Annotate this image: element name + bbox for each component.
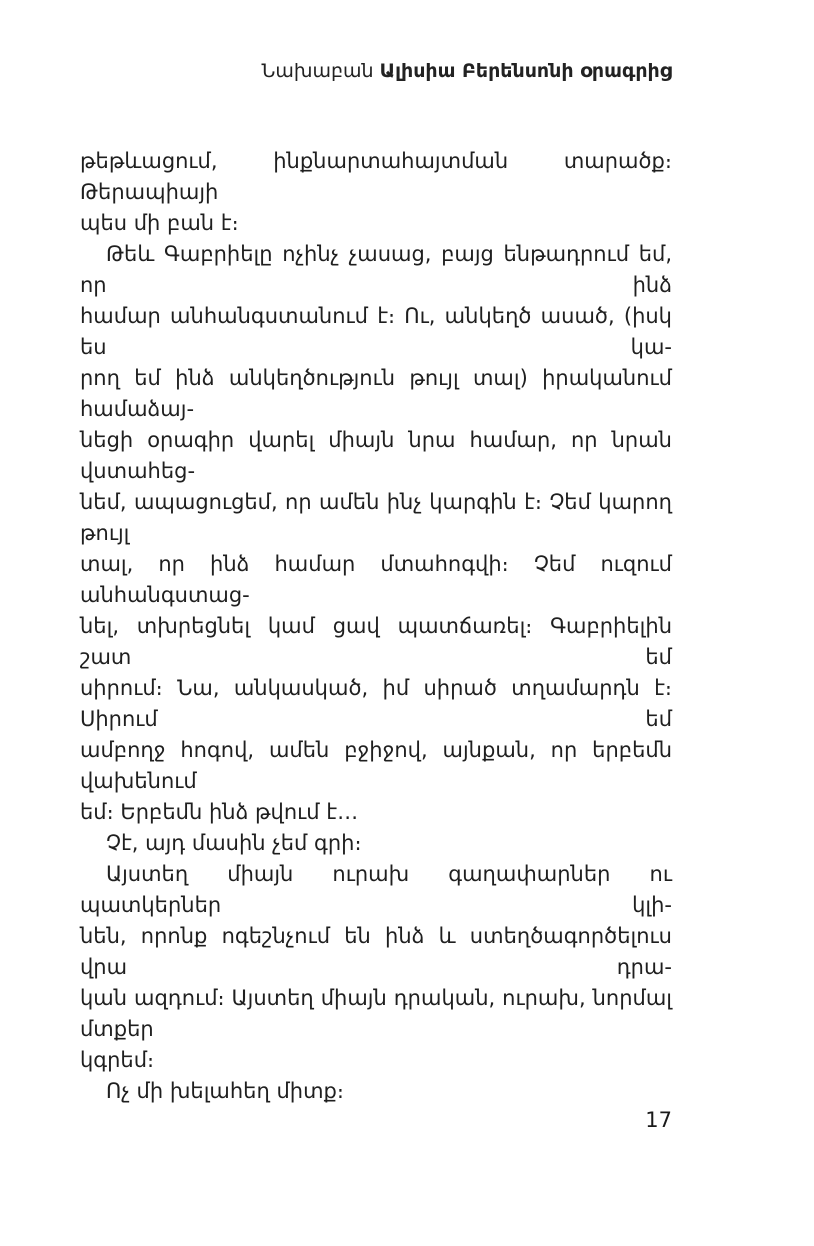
paragraph <box>80 828 672 859</box>
text-line: սիրում։ Նա, անկասկած, իմ սիրած տղամարդն է։ Սիրում եմ <box>80 676 672 731</box>
text-line: նեցի օրագիր վարել միայն նրա համար, որ նրան վստահեց- <box>80 428 672 483</box>
running-header-chapter: Նախաբան <box>261 60 380 82</box>
text-line: Այստեղ միայն ուրախ գաղափարներ ու պատկերներ կլի- <box>80 862 672 917</box>
text-line: Թեև Գաբրիելը ոչինչ չասաց, բայց ենթադրում եմ, որ ինձ <box>80 242 672 297</box>
text-line: կան ազդում։ Այստեղ միայն դրական, ուրախ, նորմալ մտքեր <box>80 986 672 1041</box>
paragraph <box>80 146 672 239</box>
text-line: տալ, որ ինձ համար մտահոգվի։ Չեմ ուզում անհանգստաց- <box>80 552 672 607</box>
text-line: կգրեմ։ <box>80 1048 155 1072</box>
paragraph <box>80 859 672 1076</box>
running-header <box>80 58 672 84</box>
text-line: նեն, որոնք ոգեշնչում են ինձ և ստեղծագործելուս վրա դրա- <box>80 924 672 979</box>
text-line: պես մի բան է։ <box>80 211 239 235</box>
page-number: 17 <box>645 1108 672 1132</box>
text-line: Չէ, այդ մասին չեմ գրի։ <box>106 831 362 855</box>
text-line: թեթևացում, ինքնարտահայտման տարածք։ Թերապիայի <box>80 149 672 204</box>
text-line: նեմ, ապացուցեմ, որ ամեն ինչ կարգին է։ Չեմ կարող թույլ <box>80 490 672 545</box>
text-line: Ոչ մի խելահեղ միտք։ <box>106 1079 344 1103</box>
paragraph <box>80 239 672 828</box>
text-line: նել, տխրեցնել կամ ցավ պատճառել։ Գաբրիելին շատ եմ <box>80 614 672 669</box>
running-header-title: Ալիսիա Բերենսոնի օրագրից <box>379 60 672 82</box>
body-text <box>80 146 672 1107</box>
paragraph <box>80 1076 672 1107</box>
text-line: րող եմ ինձ անկեղծություն թույլ տալ) իրականում համաձայ- <box>80 366 672 421</box>
text-line: ամբողջ հոգով, ամեն բջիջով, այնքան, որ երբեմն վախենում <box>80 738 672 793</box>
text-line: եմ։ Երբեմն ինձ թվում է… <box>80 800 359 824</box>
text-line: համար անհանգստանում է։ Ու, անկեղծ ասած, (իսկ ես կա- <box>80 304 672 359</box>
